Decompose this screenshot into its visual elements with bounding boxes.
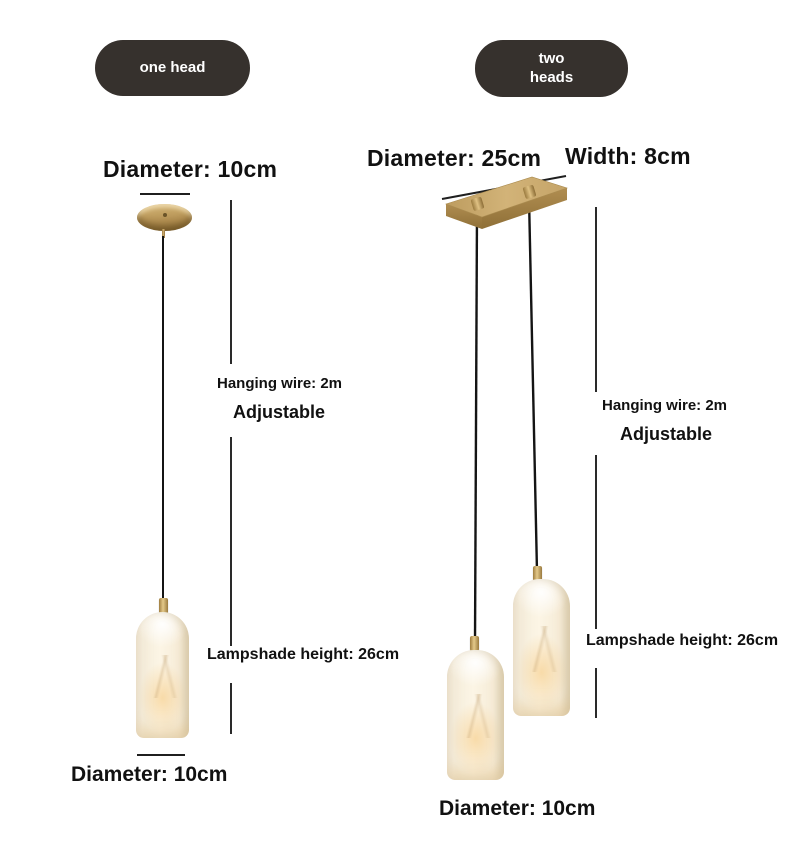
two-heads-adjustable-label: Adjustable: [620, 424, 713, 444]
one-head-hanging-wire: [162, 236, 164, 602]
variant-badge-two-heads: [475, 40, 628, 97]
two-heads-height-dimension-line-bottom: [595, 668, 597, 718]
one-head-height-dimension-line-middle: [230, 437, 232, 646]
one-head-lampshade: [136, 612, 189, 738]
two-heads-height-dimension-line-middle: [595, 455, 597, 629]
one-head-ceiling-canopy: [137, 204, 192, 231]
two-heads-canopy-width-label: Width: 8cm: [565, 143, 691, 169]
two-heads-height-dimension-line-top: [595, 207, 597, 392]
variant-badge-one-head-label: one head: [139, 58, 206, 76]
two-heads-hanging-wire-back: [529, 198, 537, 572]
two-heads-hanging-wire-front: [475, 210, 477, 642]
two-heads-canopy-left-face: [446, 204, 482, 229]
one-head-hanging-wire-label: Hanging wire: 2m: [217, 375, 343, 392]
two-heads-top-diameter-line: [442, 176, 566, 199]
two-heads-cord-grip-front: [470, 197, 484, 212]
two-heads-bottom-diameter-label: Diameter: 10cm: [439, 797, 596, 820]
one-head-bottom-diameter-line: [137, 754, 185, 756]
two-heads-ceiling-canopy: [446, 177, 567, 229]
one-head-height-dimension-line-top: [230, 200, 232, 364]
variant-badge-two-heads-label: two heads: [529, 49, 574, 86]
two-heads-canopy-top-face: [446, 177, 567, 217]
one-head-top-diameter-label: Diameter: 10cm: [103, 156, 278, 182]
one-head-height-dimension-line-bottom: [230, 683, 232, 734]
two-heads-front-shade-ferrule: [470, 636, 479, 651]
two-heads-top-diameter-label: Diameter: 25cm: [367, 145, 542, 171]
two-heads-hanging-wire-label: Hanging wire: 2m: [602, 397, 728, 414]
variant-badge-one-head: [95, 40, 250, 96]
two-heads-canopy-front-face: [482, 188, 567, 229]
two-heads-front-lampshade: [447, 650, 504, 780]
two-heads-lampshade-height-label: Lampshade height: 26cm: [586, 632, 779, 649]
one-head-bottom-diameter-label: Diameter: 10cm: [71, 763, 228, 786]
one-head-top-diameter-line: [140, 193, 190, 195]
two-heads-cord-grip-back: [522, 185, 536, 200]
one-head-adjustable-label: Adjustable: [233, 402, 326, 422]
one-head-lampshade-height-label: Lampshade height: 26cm: [207, 646, 400, 663]
two-heads-back-lampshade: [513, 579, 570, 716]
